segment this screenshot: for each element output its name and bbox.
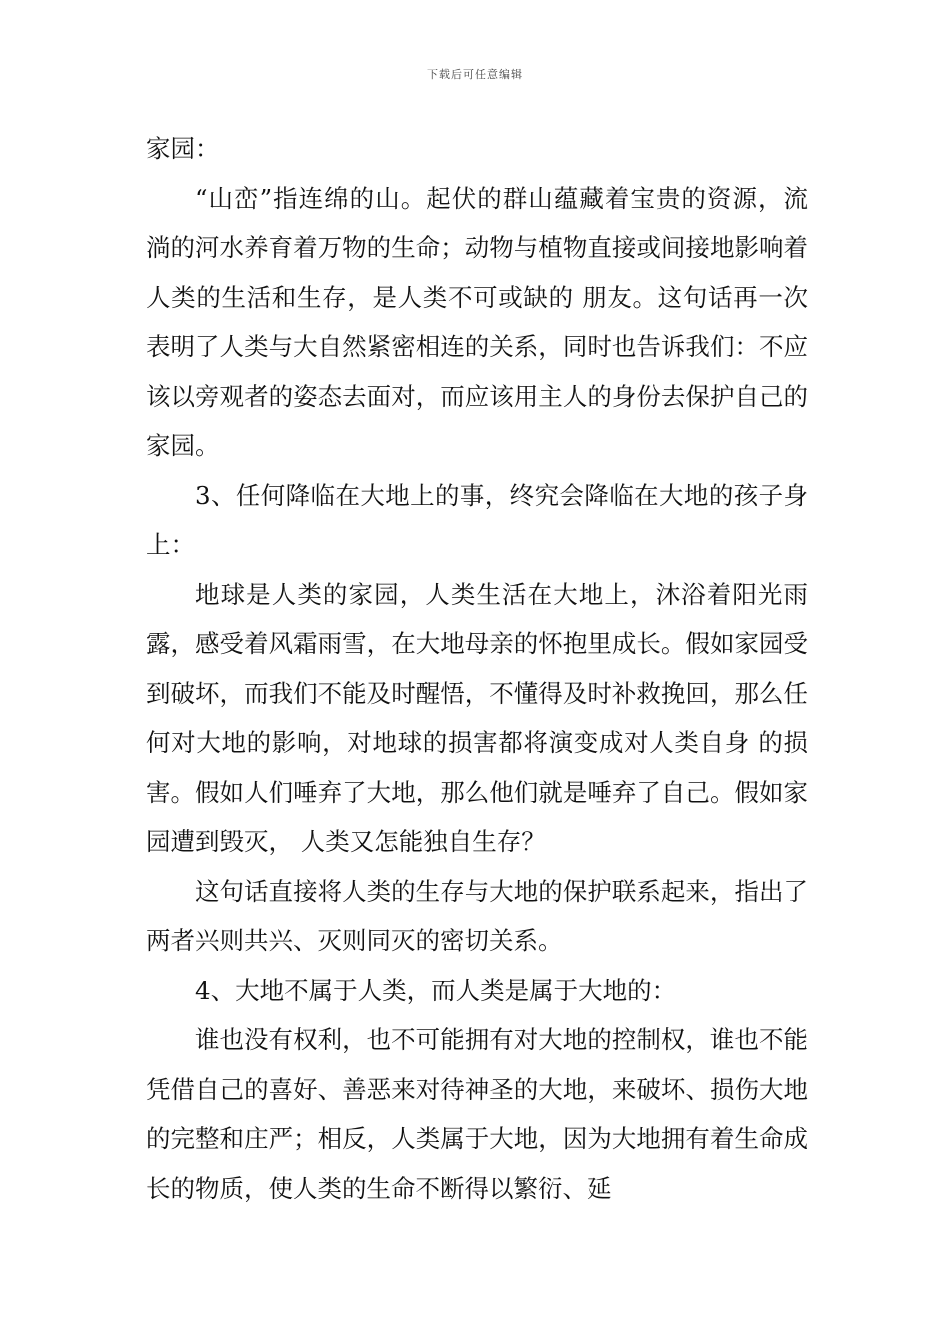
paragraph-3: 3、任何降临在大地上的事，终究会降临在大地的孩子身上： [146,480,808,559]
paragraph-5: 这句话直接将人类的生存与大地的保护联系起来，指出了两者兴则共兴、灭则同灭的密切关系。 [146,876,808,955]
paragraph-7: 谁也没有权利，也不可能拥有对大地的控制权，谁也不能凭借自己的喜好、善恶来对待神圣的大地，来破坏、损伤大地的完整和庄严；相反，人类属于大地，因为大地拥有着生命成长的物质，使人类的生命不断得以繁衍、延 [146,1025,808,1203]
header-note: 下载后可任意编辑 [427,68,523,81]
paragraph-6: 4、大地不属于人类，而人类是属于大地的： [195,975,677,1005]
paragraph-1: 家园： [146,134,220,163]
paragraph-2: “山峦”指连绵的山。起伏的群山蕴藏着宝贵的资源，流淌的河水养育着万物的生命；动物与植物直接或间接地影响着人类的生活和生存，是人类不可或缺的 朋友。这句话再一次表明了人类与大自然紧密相连的关系，同时也告诉我们：不应该以旁观者的姿态去面对，而应该用主人的身份去保护自己的家园。 [146,183,808,460]
document-body [146,124,808,1213]
paragraph-4: 地球是人类的家园，人类生活在大地上，沐浴着阳光雨露，感受着风霜雨雪，在大地母亲的怀抱里成长。假如家园受到破坏，而我们不能及时醒悟，不懂得及时补救挽回，那么任何对大地的影响，对地球的损害都将演变成对人类自身 的损害。假如人们唾弃了大地，那么他们就是唾弃了自己。假如家园遭到毁灭， 人类又怎能独自生存？ [146,579,808,856]
